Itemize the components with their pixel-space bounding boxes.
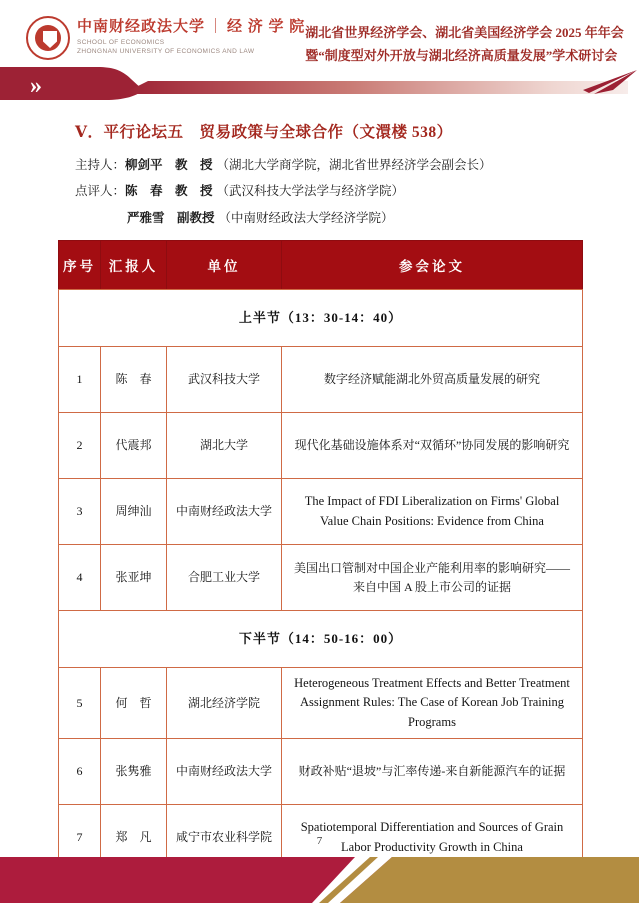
reviewer2-affiliation: （中南财经政法大学经济学院） bbox=[218, 210, 394, 225]
table-row bbox=[59, 668, 583, 739]
col-header-presenter: 汇报人 bbox=[101, 241, 167, 290]
reviewer-label: 点评人： bbox=[75, 184, 126, 199]
chevrons-icon: » bbox=[30, 73, 42, 99]
ribbon-stripe bbox=[120, 81, 628, 95]
cell-no: 4 bbox=[59, 545, 101, 611]
university-seal-icon bbox=[26, 16, 70, 60]
cell-presenter: 张隽雅 bbox=[101, 739, 167, 805]
page-header bbox=[26, 16, 623, 68]
header-ribbon bbox=[0, 63, 639, 109]
table-header-row bbox=[59, 241, 583, 290]
section-row-second-half bbox=[59, 611, 583, 668]
ribbon-left-block bbox=[0, 67, 143, 100]
reviewer1-name: 陈 春 教 授 bbox=[125, 184, 213, 199]
section-label: 下半节（14：50-16：00） bbox=[59, 611, 583, 668]
table-row bbox=[59, 739, 583, 805]
cell-affiliation: 合肥工业大学 bbox=[167, 545, 282, 611]
cell-paper-title: 数字经济赋能湖北外贸高质量发展的研究 bbox=[282, 347, 583, 413]
cell-affiliation: 湖北经济学院 bbox=[167, 668, 282, 739]
logo-en-name: SCHOOL OF ECONOMICS ZHONGNAN UNIVERSITY OF ECONOMICS AND LAW bbox=[77, 38, 255, 55]
cell-no: 3 bbox=[59, 479, 101, 545]
logo-divider: ｜ bbox=[208, 19, 225, 36]
table-row bbox=[59, 413, 583, 479]
cell-no: 5 bbox=[59, 668, 101, 739]
logo-text bbox=[77, 19, 305, 56]
table-row bbox=[59, 479, 583, 545]
cell-paper-title: 美国出口管制对中国企业产能利用率的影响研究——来自中国 A 股上市公司的证据 bbox=[282, 545, 583, 611]
conference-title-line2: 暨“制度型对外开放与湖北经济高质量发展”学术研讨会 bbox=[305, 47, 618, 63]
table-row bbox=[59, 347, 583, 413]
host-name: 柳剑平 教 授 bbox=[125, 158, 213, 172]
col-header-paper: 参会论文 bbox=[282, 241, 583, 290]
cell-no: 2 bbox=[59, 413, 101, 479]
cell-no: 6 bbox=[59, 739, 101, 805]
cell-paper-title: The Impact of FDI Liberalization on Firms' Global Value Chain Positions: Evidence from China bbox=[282, 479, 583, 545]
cell-paper-title: 现代化基础设施体系对“双循环”协同发展的影响研究 bbox=[282, 413, 583, 479]
cell-affiliation: 中南财经政法大学 bbox=[167, 739, 282, 805]
cell-affiliation: 中南财经政法大学 bbox=[167, 479, 282, 545]
table-row bbox=[59, 545, 583, 611]
cell-presenter: 周绅汕 bbox=[101, 479, 167, 545]
cell-affiliation: 武汉科技大学 bbox=[167, 347, 282, 413]
col-header-no: 序号 bbox=[59, 241, 101, 290]
footer-gold-block bbox=[340, 857, 639, 903]
cell-paper-title: Heterogeneous Treatment Effects and Better Treatment Assignment Rules: The Case of Korean Job Training Programs bbox=[282, 668, 583, 739]
cell-presenter: 代震邦 bbox=[101, 413, 167, 479]
cell-presenter: 何 哲 bbox=[101, 668, 167, 739]
cell-paper-title: Spatiotemporal Differentiation and Sources of Grain Labor Productivity Growth in China bbox=[282, 805, 583, 871]
reviewer-row-1 bbox=[75, 178, 492, 204]
logo-cn-name: 中南财经政法大学 ｜ 经 济 学 院 bbox=[77, 19, 306, 36]
cell-paper-title: 财政补贴“退坡”与汇率传递-来自新能源汽车的证据 bbox=[282, 739, 583, 805]
footer-ribbon bbox=[0, 857, 639, 903]
program-table bbox=[58, 240, 583, 871]
reviewer2-name: 严雅雪 副教授 bbox=[127, 210, 215, 225]
university-logo bbox=[26, 16, 305, 60]
section-label: 上半节（13：30-14：40） bbox=[59, 290, 583, 347]
section-row-first-half bbox=[59, 290, 583, 347]
col-header-affiliation: 单位 bbox=[167, 241, 282, 290]
cell-affiliation: 咸宁市农业科学院 bbox=[167, 805, 282, 871]
conference-title bbox=[305, 16, 624, 68]
cell-no: 7 bbox=[59, 805, 101, 871]
cell-presenter: 郑 凡 bbox=[101, 805, 167, 871]
host-row bbox=[75, 152, 492, 178]
host-affiliation: （湖北大学商学院，湖北省世界经济学会副会长） bbox=[216, 158, 492, 172]
session-title: Ⅴ．平行论坛五 贸易政策与全球合作（文澴楼 538） bbox=[75, 124, 453, 141]
host-label: 主持人： bbox=[75, 158, 126, 172]
cell-no: 1 bbox=[59, 347, 101, 413]
session-people bbox=[75, 152, 492, 231]
reviewer-row-2 bbox=[75, 205, 492, 231]
page-number: 7 bbox=[316, 835, 323, 847]
cell-presenter: 张亚坤 bbox=[101, 545, 167, 611]
cell-presenter: 陈 春 bbox=[101, 347, 167, 413]
cell-affiliation: 湖北大学 bbox=[167, 413, 282, 479]
reviewer1-affiliation: （武汉科技大学法学与经济学院） bbox=[216, 184, 405, 199]
conference-title-line1: 湖北省世界经济学会、湖北省美国经济学会 2025 年年会 bbox=[305, 25, 624, 40]
